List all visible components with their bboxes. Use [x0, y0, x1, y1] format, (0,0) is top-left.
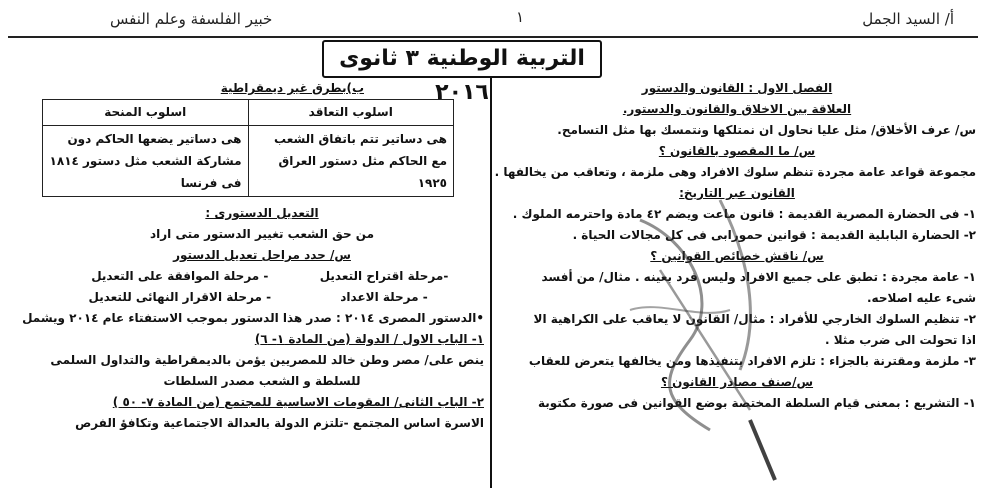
right-column	[494, 78, 976, 414]
characteristic-2-line-1: ٢- تنظيم السلوك الخارجي للأفراد : مثال/ القانون لا يعاقب على الكراهية الا	[533, 312, 976, 326]
question-characteristics: س/ ناقش خصائص القوانين ؟	[650, 249, 824, 263]
stage-proposal: -مرحلة اقتراح التعديل	[319, 269, 449, 283]
characteristic-2-line-2: اذا تحولت الى ضرب مثلا .	[824, 333, 976, 347]
page-title: التربية الوطنية ٣ ثانوى ٢٠١٦	[322, 40, 602, 78]
table-cell: هى دساتير يضعها الحاكم دون مشاركة الشعب مثل دستور ١٨١٤ فى فرنسا	[43, 126, 249, 197]
question-sources: س/صنف مصادر القانون ؟	[660, 375, 814, 389]
history-item-1: ١- فى الحضارة المصرية القديمة : قانون ماعت ويضم ٤٢ مادة واحترمه الملوك .	[512, 207, 976, 221]
characteristic-1-line-1: ١- عامة مجردة : تطبق على جميع الافراد وليس فرد بعينه . مثال/ من أفسد	[541, 270, 976, 284]
part-2-heading: ٢- الباب الثانى/ المقومات الاساسية للمجتمع (من المادة ٧- ٥٠ )	[112, 395, 484, 409]
table-header: اسلوب التعاقد	[248, 100, 454, 126]
stage-approval: - مرحلة الموافقة على التعديل	[91, 269, 269, 283]
amendment-question: س/ حدد مراحل تعديل الدستور	[173, 248, 351, 262]
column-divider	[490, 78, 492, 488]
amendment-text: من حق الشعب تغيير الدستور متى اراد	[149, 227, 375, 241]
stage-preparation: - مرحلة الاعداد	[340, 290, 428, 304]
characteristic-1-line-2: شىء عليه اصلاحه.	[866, 291, 976, 305]
method-heading-text: ب)بطرق غير ديمقراطية	[220, 81, 364, 95]
table-header-row	[43, 100, 454, 126]
answer-law: مجموعة قواعد عامة مجردة تنظم سلوك الافراد وهى ملزمة ، وتعاقب من يخالفها .	[494, 165, 976, 179]
question-law: س/ ما المقصود بالقانون ؟	[658, 144, 816, 158]
author-name: أ/ السيد الجمل	[862, 10, 954, 28]
amendment-heading: التعديل الدستورى :	[205, 206, 319, 220]
chapter-heading: الفصل الاول : القانون والدستور	[641, 81, 833, 95]
table-cell: هى دساتير تتم باتفاق الشعب مع الحاكم مثل دستور العراق ١٩٢٥	[248, 126, 454, 197]
question-ethics: س/ عرف الأخلاق/ مثل عليا نحاول ان نمتلكها ونتمسك بها مثل التسامح.	[557, 123, 976, 137]
constitution-methods-table	[42, 99, 454, 197]
constitution-2014: •الدستور المصرى ٢٠١٤ : صدر هذا الدستور بموجب الاستفتاء عام ٢٠١٤ ويشمل	[22, 311, 484, 325]
table-row	[43, 126, 454, 197]
left-column	[22, 78, 484, 434]
amendment-stages-row-1	[40, 266, 484, 287]
part-1-text-line-1: ينص على/ مصر وطن خالد للمصريين يؤمن بالديمقراطية والتداول السلمى	[50, 353, 484, 367]
part-1-heading: ١- الباب الاول / الدولة (من المادة ١- ٦)	[254, 332, 484, 346]
header-rule	[8, 36, 978, 38]
characteristic-3: ٣- ملزمة ومقترنة بالجزاء : تلزم الافراد بتنفيذها ومن يخالفها يتعرض للعقاب	[528, 354, 976, 368]
stage-final-approval: - مرحلة الاقرار النهائى للتعديل	[88, 290, 272, 304]
history-item-2: ٢- الحضارة البابلية القديمة : قوانين حمورابى فى كل مجالات الحياة .	[572, 228, 976, 242]
source-1: ١- التشريع : بمعنى قيام السلطة المختصة بوضع القوانين فى صورة مكتوبة	[537, 396, 976, 410]
history-heading: القانون عبر التاريخ:	[679, 186, 795, 200]
table-header: اسلوب المنحة	[43, 100, 249, 126]
method-heading	[40, 78, 484, 99]
section-heading: العلاقة بين الاخلاق والقانون والدستور.	[622, 102, 852, 116]
part-2-text: الاسرة اساس المجتمع -تلتزم الدولة بالعدالة الاجتماعية وتكافؤ الفرص	[75, 416, 484, 430]
author-title: خبير الفلسفة وعلم النفس	[110, 10, 273, 28]
page-number: ١	[516, 8, 525, 26]
amendment-stages-row-2	[40, 287, 484, 308]
part-1-text-line-2: للسلطة و الشعب مصدر السلطات	[163, 374, 361, 388]
